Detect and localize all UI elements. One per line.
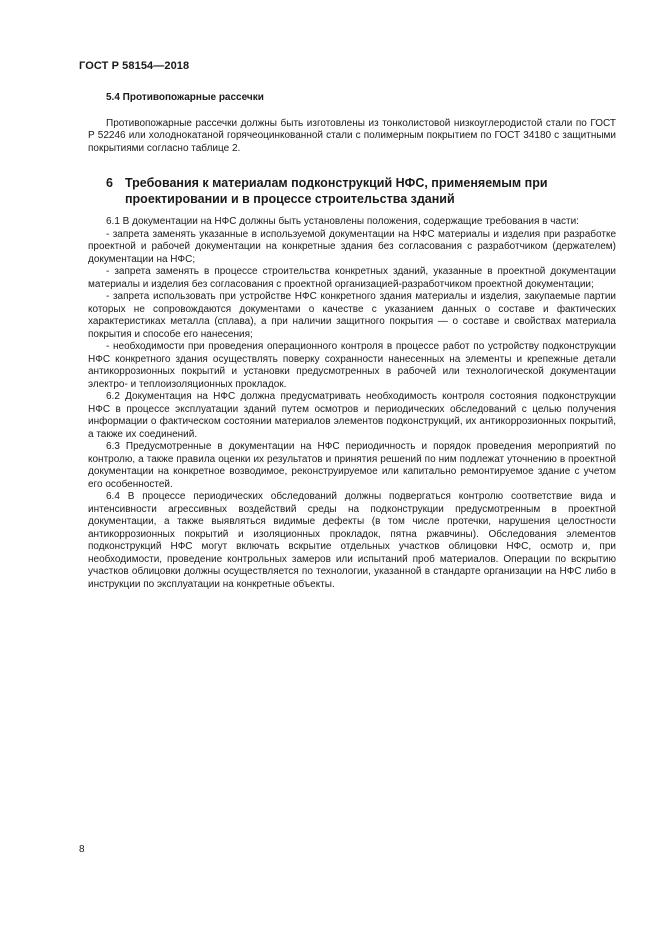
- page-content: [88, 92, 616, 591]
- section-6-heading: [106, 175, 586, 207]
- paragraph-6-1: 6.1 В документации на НФС должны быть установлены положения, содержащие требования в части:: [106, 216, 579, 227]
- section-6-title: Требования к материалам подконструкций НФС, применяемым при проектировании и в процессе строительства зданий: [125, 176, 548, 206]
- paragraph-6-3: 6.3 Предусмотренные в документации на НФС периодичность и порядок проведения мероприятий по контролю, а также правила оценки их результатов и принятия решений по ним подлежат уточнению в проектной документации на конкретное возводимое, реконструируемое или капитально ремонтируемое здание с учетом его особенностей.: [88, 441, 616, 490]
- section-6-number: 6: [106, 176, 113, 190]
- page-number: 8: [79, 844, 85, 855]
- list-item-operational-control: - необходимости при проведения операционного контроля в процессе работ по устройству подконструкции НФС конкретного здания осуществлять поверку сохранности нанесенных на элементы и крепежные детали антикоррозионных покрытий и установки предусмотренных в рабочей или технологической документации электро- и теплоизоляционных прокладок.: [88, 341, 616, 390]
- paragraph-6-2: 6.2 Документация на НФС должна предусматривать необходимость контроля состояния подконструкции НФС в процессе эксплуатации зданий путем осмотров и периодических обследований с целью получения информации о фактическом состоянии материалов элементов подконструкций, их антикоррозионных покрытий, а также их соединений.: [88, 391, 616, 440]
- paragraph-5-4: Противопожарные рассечки должны быть изготовлены из тонколистовой низкоуглеродистой стали по ГОСТ Р 52246 или холоднокатаной горячеоцинкованной стали с полимерным покрытием по ГОСТ 34180 с защитными покрытиями согласно таблице 2.: [88, 117, 616, 154]
- subsection-heading-5-4: 5.4 Противопожарные рассечки: [106, 92, 264, 103]
- list-item-replace-in-construction: - запрета заменять в процессе строительства конкретных зданий, указанные в проектной документации материалы и изделия без согласования с проектной организацией-разработчиком проектной документации;: [88, 266, 616, 290]
- list-item-replace-in-design: - запрета заменять указанные в используемой документации на НФС материалы и изделия при разработке проектной и рабочей документации на конкретные здания без согласования с разработчиком (держателем) документации на НФС;: [88, 228, 616, 265]
- list-item-undocumented-batches: - запрета использовать при устройстве НФС конкретного здания материалы и изделия, закупаемые партии которых не сопровождаются документами о качестве с указанием данных о составе и фактических характеристиках металла (сплава), а при наличии защитного покрытия — о составе и свойствах материала покрытия и способе его нанесения;: [88, 291, 616, 340]
- document-code-header: ГОСТ Р 58154—2018: [79, 60, 190, 72]
- paragraph-6-4: 6.4 В процессе периодических обследований должны подвергаться контролю соответствие вида и интенсивности агрессивных воздействий среды на подконструкции предусмотренным в проектной документации, а также выявляться видимые дефекты (в том числе протечки, нарушения целостности антикоррозионных покрытий и изоляционных прокладок, пятна ржавчины). Обследования элементов подконструкций НФС могут включать вскрытие отдельных участков облицовки НФС, осмотр и, при необходимости, проведение контрольных замеров или испытаний проб материалов. Операции по вскрытию участков облицовки должны осуществляется по технологии, указанной в стандарте организации на НФС либо в инструкции по эксплуатации на конкретные объекты.: [88, 491, 616, 590]
